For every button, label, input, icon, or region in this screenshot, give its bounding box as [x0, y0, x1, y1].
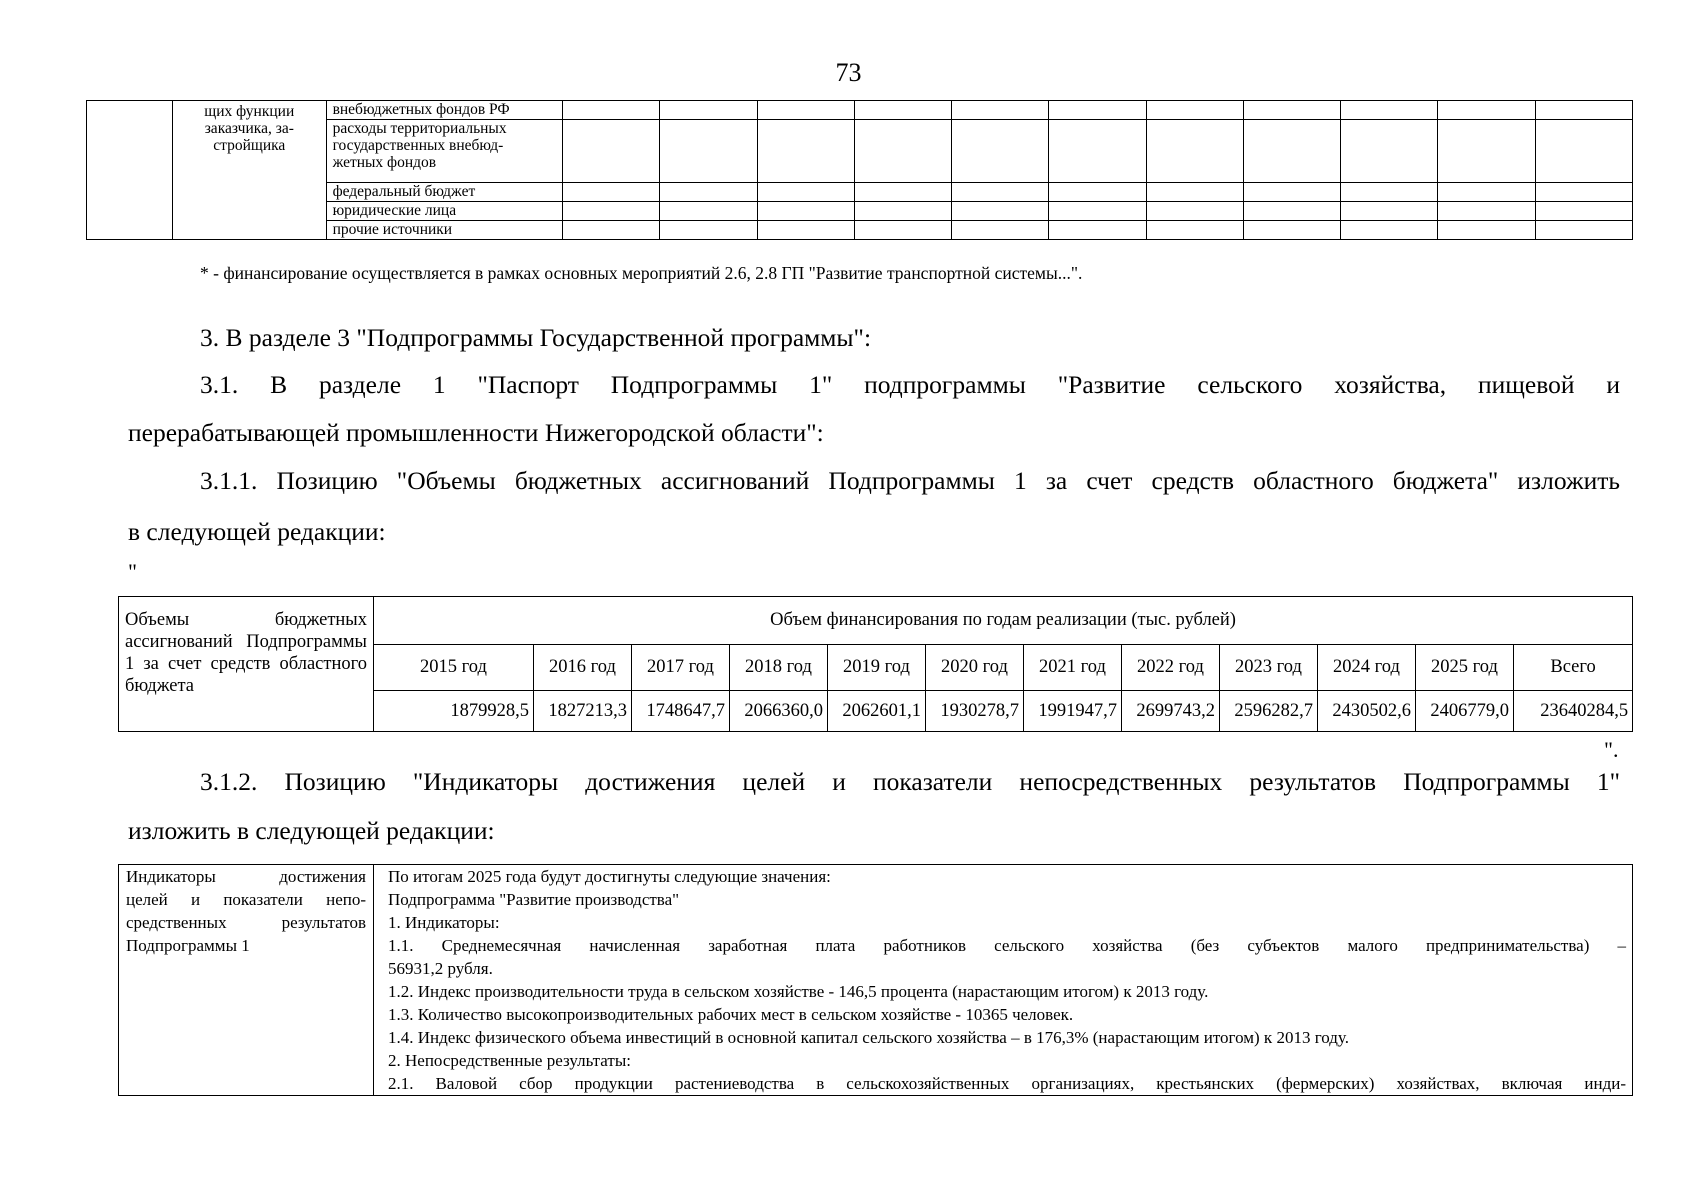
indicator-line: 2. Непосредственные результаты:: [388, 1051, 631, 1070]
source-line: жетных фондов: [332, 154, 437, 171]
customer-functions-cell: [173, 101, 327, 240]
total-amount-cell: 23640284,5: [1514, 691, 1633, 732]
closing-quote: ".: [1604, 737, 1619, 762]
year-header: 2016 год: [534, 645, 632, 691]
empty-cell: [87, 101, 173, 240]
source-line: прочие источники: [332, 221, 453, 238]
indicator-line: По итогам 2025 года будут достигнуты следующие значения:: [388, 867, 831, 886]
label-line: Подпрограммы 1: [126, 936, 250, 955]
indicator-line: 1.2. Индекс производительности труда в сельском хозяйстве - 146,5 процента (нарастающим итогом) к 2013 году.: [388, 982, 1209, 1001]
label-line: средственных результатов: [126, 913, 366, 932]
indicator-line: 1.4. Индекс физического объема инвестиций в основной капитал сельского хозяйства – в 176,3% (нарастающим итогом) к 2013 году.: [388, 1028, 1349, 1047]
year-header: 2024 год: [1318, 645, 1416, 691]
category-line: стройщика: [213, 137, 286, 154]
year-header: 2017 год: [632, 645, 730, 691]
source-cell: [326, 120, 563, 183]
source-line: юридические лица: [332, 202, 457, 219]
label-line: Индикаторы достижения: [126, 867, 366, 886]
footnote: * - финансирование осуществляется в рамках основных мероприятий 2.6, 2.8 ГП "Развитие транспортной системы...".: [200, 263, 1083, 283]
indicators-table: [118, 864, 1633, 1096]
paragraph-line: перерабатывающей промышленности Нижегородской области":: [128, 418, 824, 447]
indicators-body-cell: [374, 865, 1633, 1096]
amount-cell: 1827213,3: [534, 691, 632, 732]
source-line: государственных внебюд-: [332, 137, 504, 154]
amount-cell: 2699743,2: [1122, 691, 1220, 732]
indicator-line: Подпрограмма "Развитие производства": [388, 890, 680, 909]
indicators-label-cell: [119, 865, 374, 1096]
amount-cell: 2406779,0: [1416, 691, 1514, 732]
funding-header-cell: Объем финансирования по годам реализации (тыс. рублей): [374, 597, 1633, 645]
amount-cell: 1748647,7: [632, 691, 730, 732]
year-header: 2018 год: [730, 645, 828, 691]
indicator-line: 1.1. Среднемесячная начисленная заработная плата работников сельского хозяйства (без субъектов малого предпринимательства) –: [388, 936, 1626, 955]
amount-cell: 2062601,1: [828, 691, 926, 732]
indicator-line: 1. Индикаторы:: [388, 913, 500, 932]
paragraph-line: изложить в следующей редакции:: [128, 816, 495, 845]
funding-table: [118, 596, 1633, 732]
paragraph-line: 3.1.2. Позицию "Индикаторы достижения целей и показатели непосредственных результатов Подпрограммы 1": [200, 767, 1620, 796]
amount-cell: 2596282,7: [1220, 691, 1318, 732]
amount-cell: 1930278,7: [926, 691, 1024, 732]
paragraph-line: 3.1.1. Позицию "Объемы бюджетных ассигнований Подпрограммы 1 за счет средств областного бюджета" изложить: [200, 466, 1620, 495]
amount-cell: 2066360,0: [730, 691, 828, 732]
indicator-line: 2.1. Валовой сбор продукции растениеводства в сельскохозяйственных организациях, крестьянских (фермерских) хозяйствах, включая инди-: [388, 1074, 1626, 1093]
page-number: 73: [835, 58, 862, 87]
year-header: 2025 год: [1416, 645, 1514, 691]
source-cell: [326, 202, 563, 221]
year-header: 2023 год: [1220, 645, 1318, 691]
source-cell: [326, 101, 563, 120]
amount-cell: 1991947,7: [1024, 691, 1122, 732]
amount-cell: 2430502,6: [1318, 691, 1416, 732]
category-line: заказчика, за-: [204, 120, 294, 137]
source-cell: [326, 221, 563, 240]
indicator-line: 1.3. Количество высокопроизводительных рабочих мест в сельском хозяйстве - 10365 человек.: [388, 1005, 1074, 1024]
source-line: расходы территориальных: [332, 120, 507, 137]
year-header: 2015 год: [374, 645, 534, 691]
indicator-line: 56931,2 рубля.: [388, 959, 493, 978]
year-header: 2022 год: [1122, 645, 1220, 691]
section-heading: 3. В разделе 3 "Подпрограммы Государственной программы":: [200, 323, 872, 352]
category-line: щих функции: [204, 103, 295, 120]
paragraph-line: в следующей редакции:: [128, 517, 386, 546]
paragraph-line: 3.1. В разделе 1 "Паспорт Подпрограммы 1" подпрограммы "Развитие сельского хозяйства, пищевой и: [200, 370, 1620, 399]
label-line: целей и показатели непо-: [126, 890, 366, 909]
continuation-table: [86, 100, 1633, 240]
funding-label-cell: Объемы бюджетных ассигнований Подпрограммы 1 за счет средств областного бюджета: [119, 597, 374, 732]
year-header: 2019 год: [828, 645, 926, 691]
amount-cell: 1879928,5: [374, 691, 534, 732]
source-cell: [326, 183, 563, 202]
source-line: федеральный бюджет: [332, 183, 476, 200]
opening-quote: ": [128, 559, 137, 584]
source-line: внебюджетных фондов РФ: [332, 101, 510, 118]
total-header: Всего: [1514, 645, 1633, 691]
year-header: 2020 год: [926, 645, 1024, 691]
year-header: 2021 год: [1024, 645, 1122, 691]
